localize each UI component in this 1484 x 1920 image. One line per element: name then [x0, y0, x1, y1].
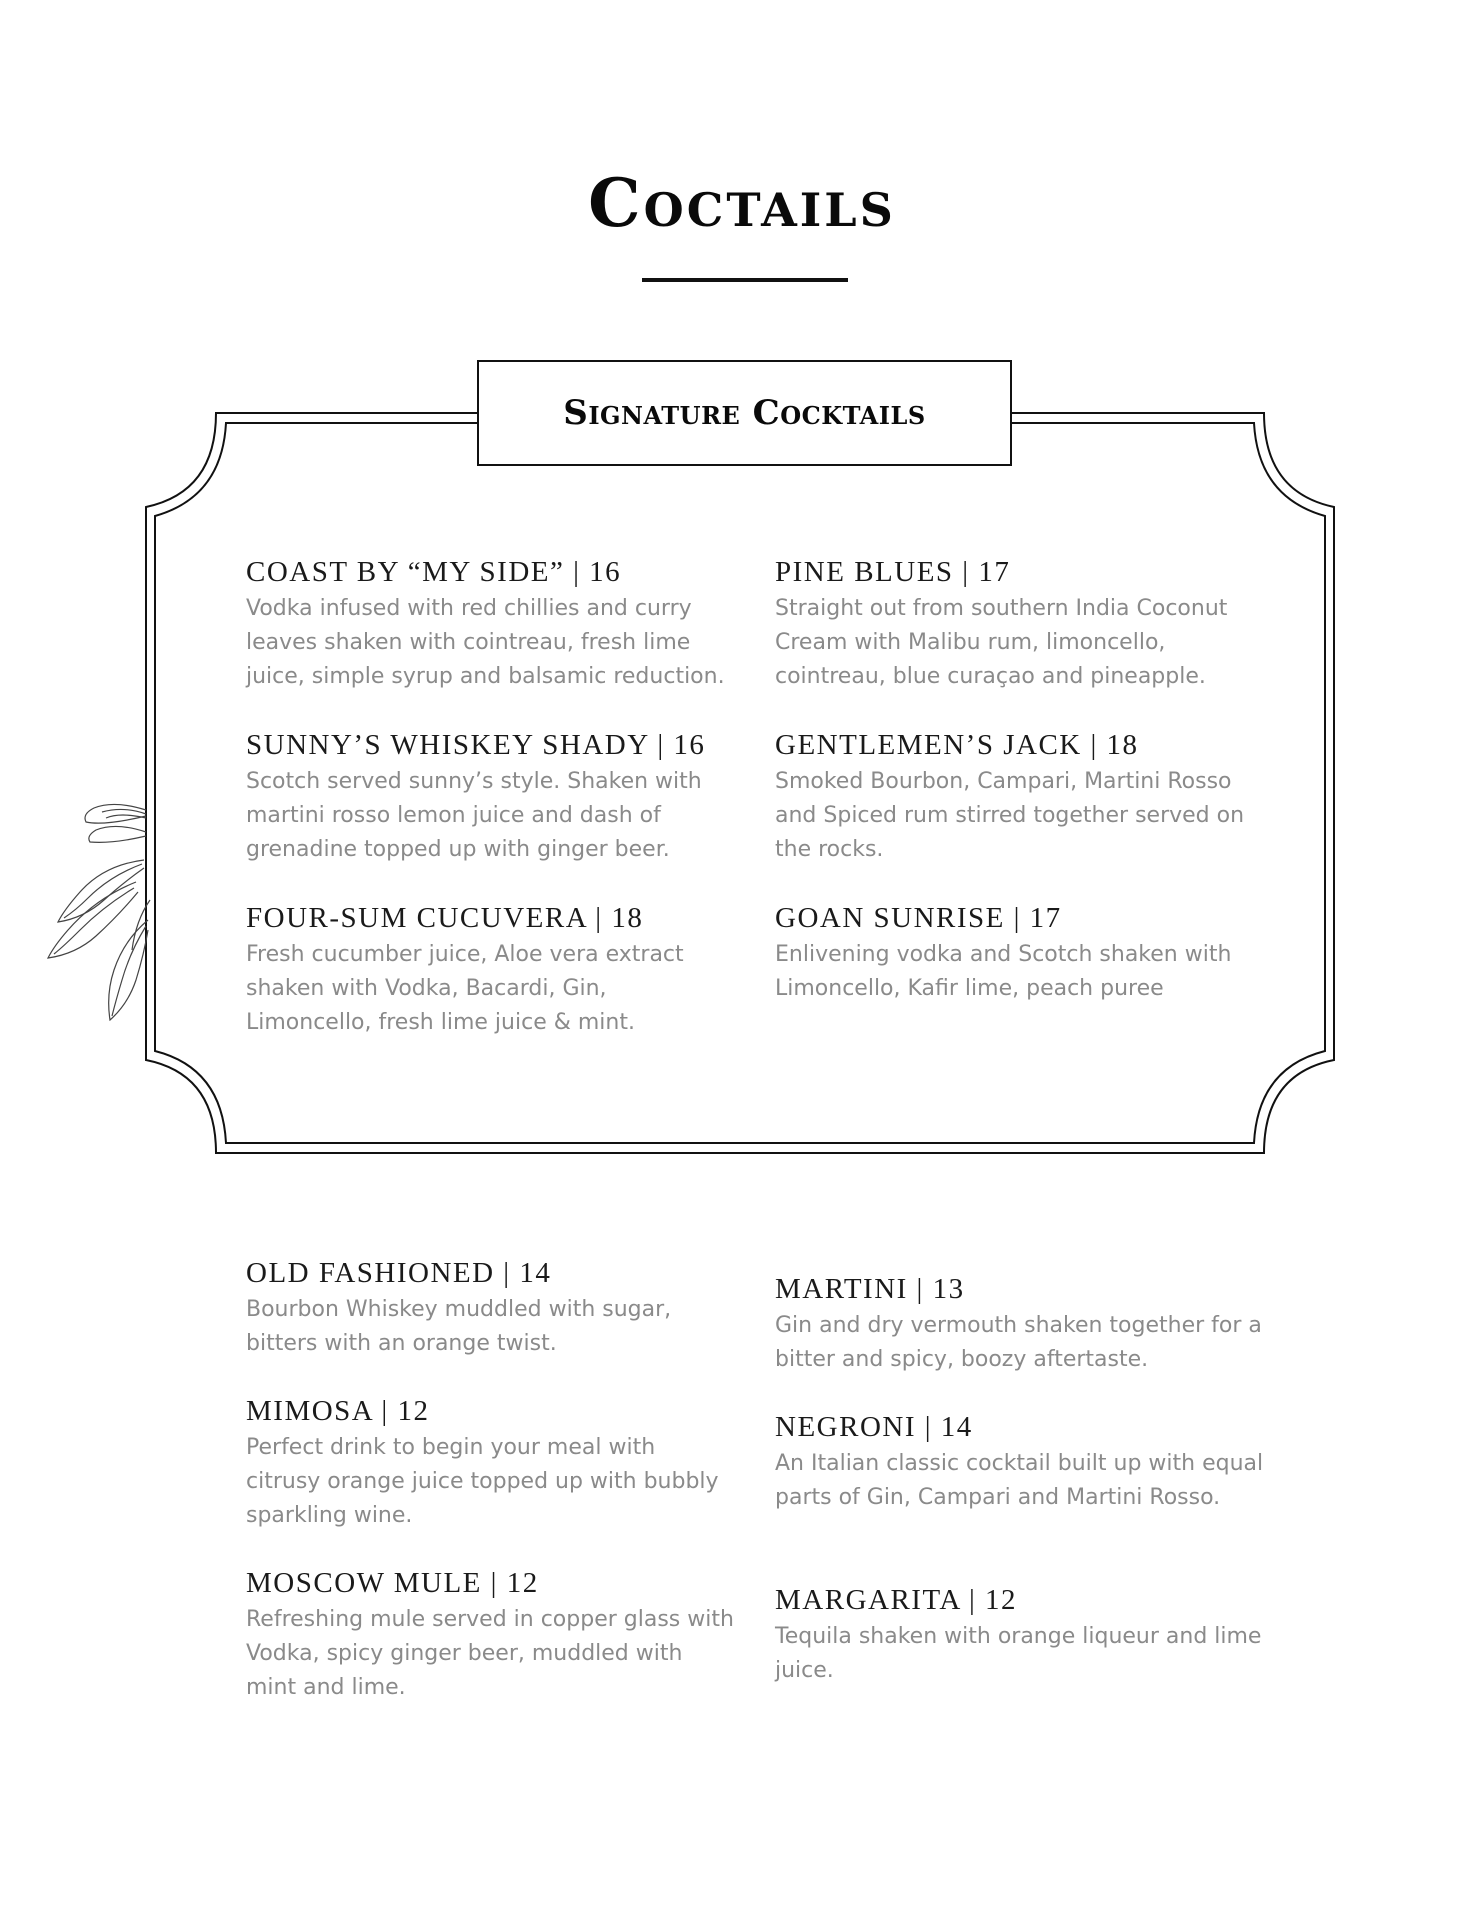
section-title-signature: Signature Cocktails: [563, 393, 926, 433]
menu-item-goan-sunrise: [775, 900, 1265, 1006]
item-description: An Italian classic cocktail built up with equal parts of Gin, Campari and Martini Rosso.: [775, 1451, 1264, 1510]
item-name: COAST BY “MY SIDE” | 16: [246, 556, 622, 588]
item-description: Straight out from southern India Coconut Cream with Malibu rum, limoncello, cointreau, blue curaçao and pineapple.: [775, 596, 1228, 689]
menu-item-mimosa: [246, 1393, 736, 1533]
item-description: Perfect drink to begin your meal with citrusy orange juice topped up with bubbly sparkling wine.: [246, 1435, 719, 1528]
item-description: Fresh cucumber juice, Aloe vera extract shaken with Vodka, Bacardi, Gin, Limoncello, fresh lime juice & mint.: [246, 942, 684, 1035]
menu-item-martini: [775, 1271, 1265, 1377]
item-name: PINE BLUES | 17: [775, 556, 1011, 588]
item-name: NEGRONI | 14: [775, 1411, 973, 1443]
item-name: MARGARITA | 12: [775, 1584, 1017, 1616]
item-name: MOSCOW MULE | 12: [246, 1567, 539, 1599]
menu-item-pine-blues: [775, 554, 1265, 694]
item-name: FOUR-SUM CUCUVERA | 18: [246, 902, 644, 934]
menu-item-moscow-mule: [246, 1565, 736, 1705]
menu-item-coast-by-my-side: [246, 554, 736, 694]
item-description: Smoked Bourbon, Campari, Martini Rosso and Spiced rum stirred together served on the rocks.: [775, 769, 1245, 862]
item-description: Gin and dry vermouth shaken together for a bitter and spicy, boozy aftertaste.: [775, 1313, 1262, 1372]
menu-item-four-sum-cucuvera: [246, 900, 736, 1040]
item-description: Refreshing mule served in copper glass with Vodka, spicy ginger beer, muddled with mint and lime.: [246, 1607, 734, 1700]
item-description: Enlivening vodka and Scotch shaken with Limoncello, Kafir lime, peach puree: [775, 942, 1232, 1001]
item-name: MARTINI | 13: [775, 1273, 965, 1305]
signature-label-box: [478, 361, 1011, 465]
menu-item-old-fashioned: [246, 1255, 736, 1361]
item-name: GENTLEMEN’S JACK | 18: [775, 729, 1139, 761]
item-name: GOAN SUNRISE | 17: [775, 902, 1062, 934]
item-description: Tequila shaken with orange liqueur and lime juice.: [775, 1624, 1262, 1683]
item-description: Bourbon Whiskey muddled with sugar, bitters with an orange twist.: [246, 1297, 672, 1356]
menu-item-sunnys-whiskey-shady: [246, 727, 736, 867]
menu-item-negroni: [775, 1409, 1265, 1515]
item-name: MIMOSA | 12: [246, 1395, 430, 1427]
item-name: OLD FASHIONED | 14: [246, 1257, 552, 1289]
page-title: Coctails: [588, 164, 896, 242]
item-description: Scotch served sunny’s style. Shaken with martini rosso lemon juice and dash of grenadine topped up with ginger beer.: [246, 769, 702, 862]
menu-item-gentlemens-jack: [775, 727, 1265, 867]
menu-item-margarita: [775, 1582, 1265, 1688]
item-description: Vodka infused with red chillies and curry leaves shaken with cointreau, fresh lime juice, simple syrup and balsamic reduction.: [246, 596, 725, 689]
leaf-sprig-icon: [24, 790, 154, 1030]
item-name: SUNNY’S WHISKEY SHADY | 16: [246, 729, 706, 761]
